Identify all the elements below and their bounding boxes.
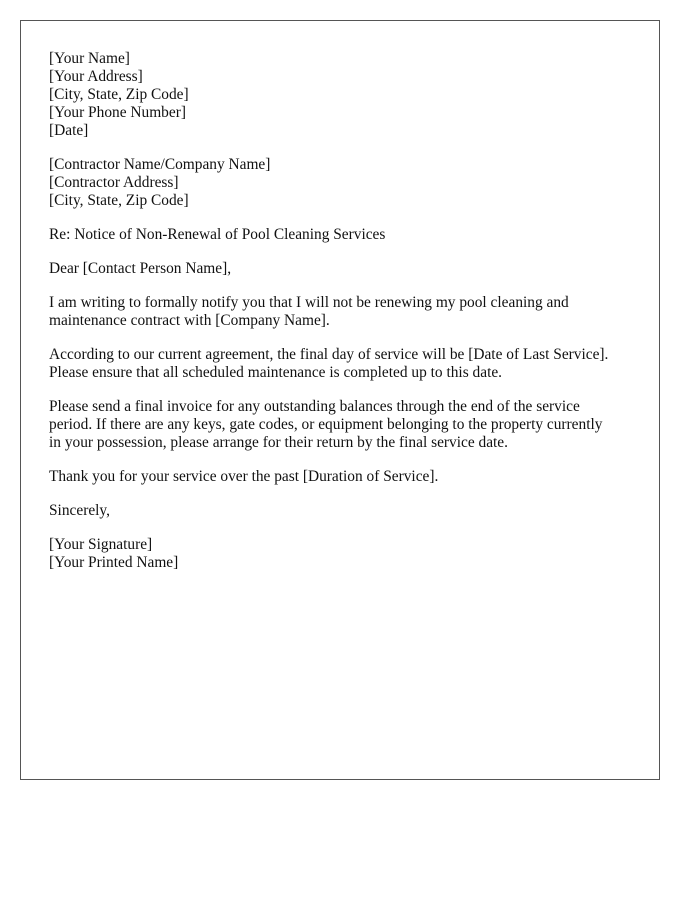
- signature-line: [Your Signature]: [49, 536, 153, 553]
- recipient-city-state-zip: [City, State, Zip Code]: [49, 192, 189, 209]
- paragraph-3-line-2: period. If there are any keys, gate codes, or equipment belonging to the property currently: [49, 416, 603, 433]
- recipient-block: [49, 156, 639, 210]
- paragraph-4-line-1: Thank you for your service over the past [Duration of Service].: [49, 468, 439, 485]
- sender-phone: [Your Phone Number]: [49, 104, 186, 121]
- recipient-address: [Contractor Address]: [49, 174, 179, 191]
- paragraph-1-line-1: I am writing to formally notify you that I will not be renewing my pool cleaning and: [49, 294, 569, 311]
- paragraph-1: [49, 294, 639, 330]
- salutation: [49, 260, 639, 278]
- subject-text: Re: Notice of Non-Renewal of Pool Cleaning Services: [49, 226, 386, 243]
- paragraph-4: [49, 468, 639, 486]
- closing-text: Sincerely,: [49, 502, 110, 519]
- paragraph-1-line-2: maintenance contract with [Company Name].: [49, 312, 330, 329]
- paragraph-2-line-1: According to our current agreement, the final day of service will be [Date of Last Service].: [49, 346, 609, 363]
- subject-line: [49, 226, 639, 244]
- sender-block: [49, 50, 639, 140]
- sender-address: [Your Address]: [49, 68, 143, 85]
- letter-page: [20, 20, 660, 780]
- recipient-name: [Contractor Name/Company Name]: [49, 156, 271, 173]
- salutation-text: Dear [Contact Person Name],: [49, 260, 232, 277]
- paragraph-2-line-2: Please ensure that all scheduled maintenance is completed up to this date.: [49, 364, 503, 381]
- paragraph-3-line-1: Please send a final invoice for any outstanding balances through the end of the service: [49, 398, 580, 415]
- letter-body: [49, 50, 639, 588]
- letter-date: [Date]: [49, 122, 89, 139]
- signature-block: [49, 536, 639, 572]
- paragraph-3: [49, 398, 639, 452]
- paragraph-3-line-3: in your possession, please arrange for their return by the final service date.: [49, 434, 508, 451]
- printed-name: [Your Printed Name]: [49, 554, 179, 571]
- closing: [49, 502, 639, 520]
- sender-city-state-zip: [City, State, Zip Code]: [49, 86, 189, 103]
- sender-name: [Your Name]: [49, 50, 130, 67]
- paragraph-2: [49, 346, 639, 382]
